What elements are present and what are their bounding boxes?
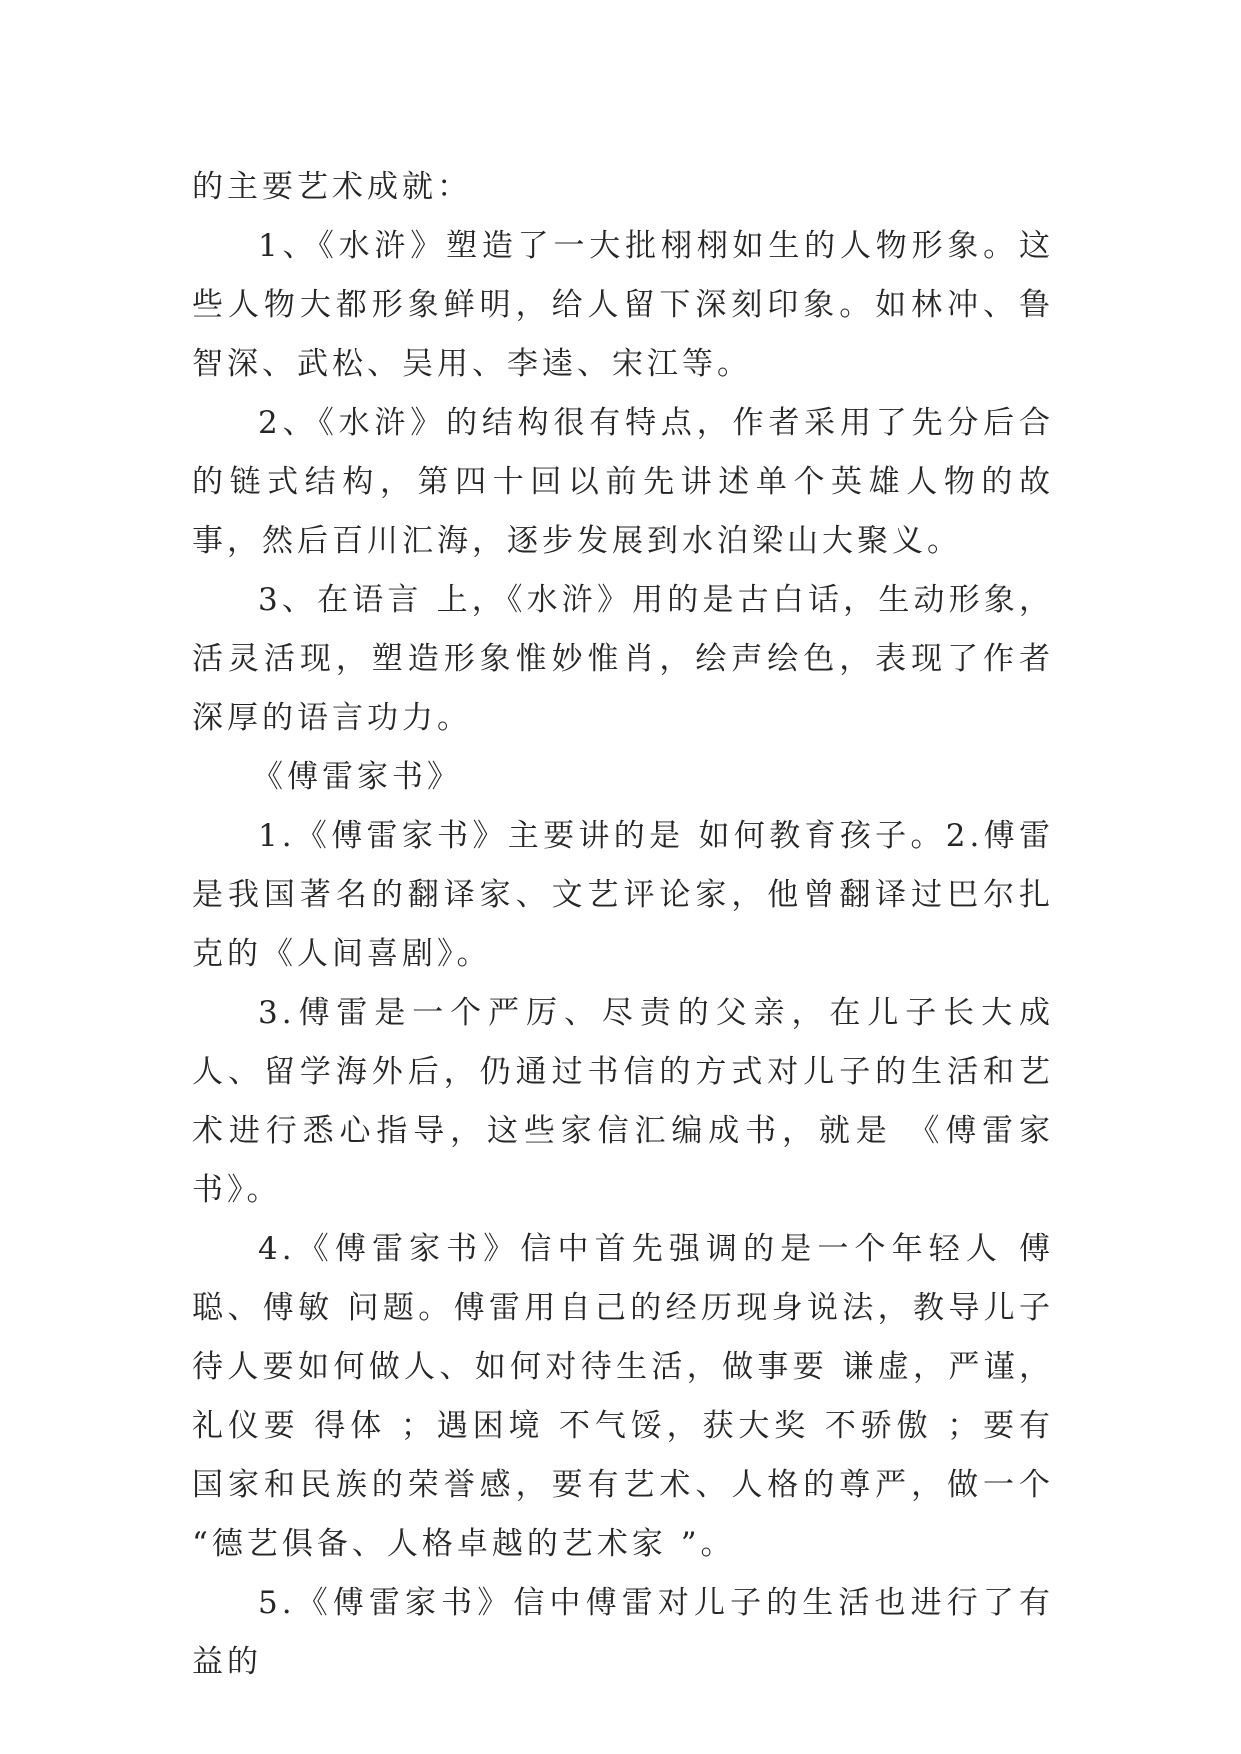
document-body bbox=[192, 158, 1054, 1692]
paragraph-shuihu-language: 3、在语言 上，《水浒》用的是古白话，生动形象，活灵活现，塑造形象惟妙惟肖，绘声绘色，表现了作者深厚的语言功力。 bbox=[192, 582, 1054, 736]
paragraph-fulei-4: 4.《傅雷家书》信中首先强调的是一个年轻人 傅聪、傅敏 问题。傅雷用自己的经历现身说法，教导儿子待人要如何做人、如何对待生活，做事要 谦虚，严谨，礼仪要 得体 ；遇困境 不气馁，获大奖 不骄傲 ；要有国家和民族的荣誉感，要有艺术、人格的尊严，做一个 “德艺俱备、人格卓越的艺术家 ”。 bbox=[192, 1231, 1054, 1562]
paragraph-fulei-3: 3.傅雷是一个严厉、尽责的父亲，在儿子长大成人、留学海外后，仍通过书信的方式对儿子的生活和艺术进行悉心指导，这些家信汇编成书，就是 《傅雷家书》。 bbox=[192, 995, 1054, 1208]
section-heading: 《傅雷家书》 bbox=[252, 759, 462, 795]
paragraph-fulei-5: 5.《傅雷家书》信中傅雷对儿子的生活也进行了有益的 bbox=[192, 1585, 1054, 1680]
paragraph-continuation: 的主要艺术成就： bbox=[192, 169, 472, 205]
paragraph-shuihu-structure: 2、《水浒》的结构很有特点，作者采用了先分后合的链式结构，第四十回以前先讲述单个英雄人物的故事，然后百川汇海，逐步发展到水泊梁山大聚义。 bbox=[192, 405, 1054, 559]
paragraph-fulei-1-2: 1.《傅雷家书》主要讲的是 如何教育孩子。2.傅雷是我国著名的翻译家、文艺评论家，他曾翻译过巴尔扎克的《人间喜剧》。 bbox=[192, 818, 1054, 972]
paragraph-shuihu-characters: 1、《水浒》塑造了一大批栩栩如生的人物形象。这些人物大都形象鲜明，给人留下深刻印象。如林冲、鲁智深、武松、吴用、李逵、宋江等。 bbox=[192, 228, 1054, 382]
